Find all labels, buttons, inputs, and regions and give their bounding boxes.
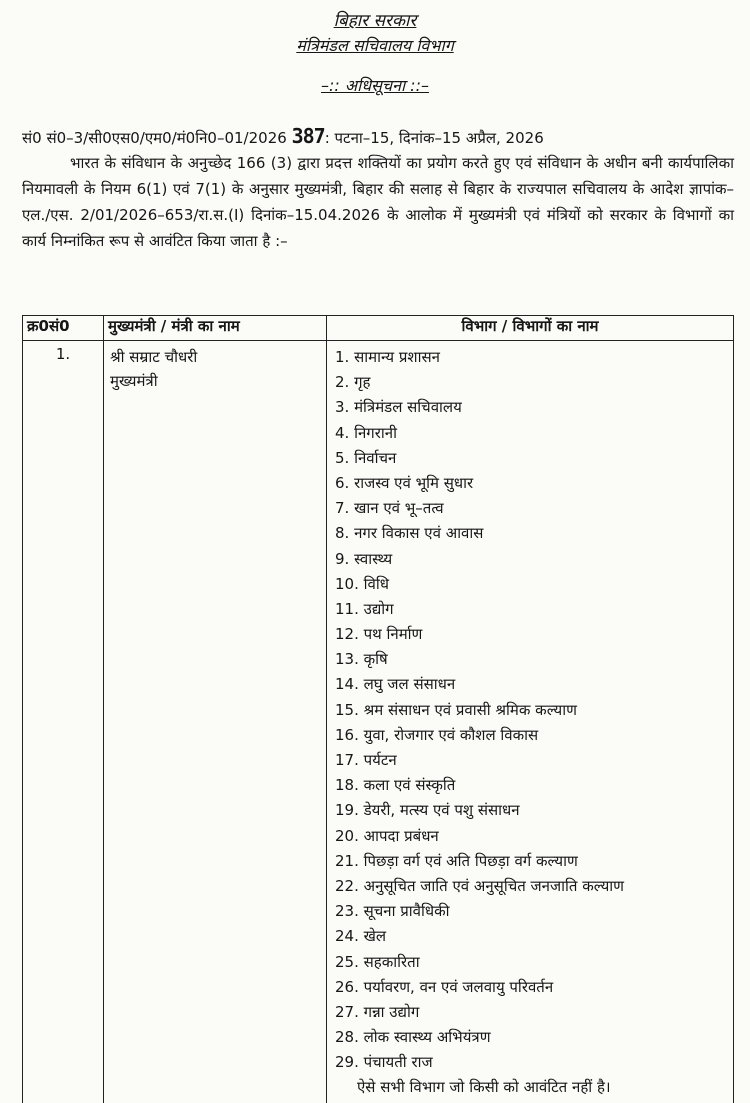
list-item: 15. श्रम संसाधन एवं प्रवासी श्रमिक कल्याण	[335, 698, 725, 723]
department-title: मंत्रिमंडल सचिवालय विभाग	[0, 34, 750, 56]
notification-heading: –:: अधिसूचना ::–	[0, 74, 750, 96]
list-item: 11. उद्योग	[335, 597, 725, 622]
serial-cell: 1.	[23, 341, 104, 1103]
list-item: 17. पर्यटन	[335, 748, 725, 773]
minister-name: श्री सम्राट चौधरी	[110, 345, 320, 369]
handwritten-number: 387	[292, 124, 325, 148]
government-title: बिहार सरकार	[0, 8, 750, 31]
list-item: 20. आपदा प्रबंधन	[335, 824, 725, 849]
list-item: 18. कला एवं संस्कृति	[335, 773, 725, 798]
list-item: 1. सामान्य प्रशासन	[335, 345, 725, 370]
notification-paragraph: भारत के संविधान के अनुच्छेद 166 (3) द्वारा प्रदत्त शक्तियों का प्रयोग करते हुए एवं संविधान के अधीन बनी कार्यपालिका नियमावली के नियम 6(1) एवं 7(1) के अनुसार मुख्यमंत्री, बिहार की सलाह से बिहार के राज्यपाल सचिवालय के आदेश ज्ञापांक–एल./एस. 2/01/2026–653/रा.स.(I) दिनांक–15.04.2026 के आलोक में मुख्यमंत्री एवं मंत्रियों को सरकार के विभागों का कार्य निम्नांकित रूप से आवंटित किया जाता है :–	[22, 150, 734, 254]
header-serial: क्र0सं0	[23, 316, 104, 341]
unallocated-note: ऐसे सभी विभाग जो किसी को आवंटित नहीं है।	[335, 1075, 725, 1099]
department-list	[335, 345, 725, 1075]
list-item: 8. नगर विकास एवं आवास	[335, 521, 725, 546]
list-item: 14. लघु जल संसाधन	[335, 672, 725, 697]
name-cell	[104, 341, 327, 1103]
list-item: 6. राजस्व एवं भूमि सुधार	[335, 471, 725, 496]
list-item: 12. पथ निर्माण	[335, 622, 725, 647]
list-item: 10. विधि	[335, 572, 725, 597]
list-item: 22. अनुसूचित जाति एवं अनुसूचित जनजाति कल्याण	[335, 874, 725, 899]
table-row	[23, 341, 734, 1103]
list-item: 5. निर्वाचन	[335, 446, 725, 471]
list-item: 19. डेयरी, मत्स्य एवं पशु संसाधन	[335, 798, 725, 823]
reference-line	[22, 124, 734, 148]
list-item: 24. खेल	[335, 924, 725, 949]
list-item: 13. कृषि	[335, 647, 725, 672]
list-item: 27. गन्ना उद्योग	[335, 1000, 725, 1025]
list-item: 9. स्वास्थ्य	[335, 547, 725, 572]
list-item: 26. पर्यावरण, वन एवं जलवायु परिवर्तन	[335, 975, 725, 1000]
list-item: 3. मंत्रिमंडल सचिवालय	[335, 395, 725, 420]
reference-number: सं0 सं0–3/सी0एस0/एम0/मं0नि0–01/2026	[22, 129, 287, 147]
list-item: 16. युवा, रोजगार एवं कौशल विकास	[335, 723, 725, 748]
place-date: : पटना–15, दिनांक–15 अप्रैल, 2026	[325, 129, 544, 147]
list-item: 29. पंचायती राज	[335, 1050, 725, 1075]
table-header-row	[23, 316, 734, 341]
list-item: 23. सूचना प्रावैधिकी	[335, 899, 725, 924]
list-item: 25. सहकारिता	[335, 950, 725, 975]
header-name: मुख्यमंत्री / मंत्री का नाम	[104, 316, 327, 341]
list-item: 4. निगरानी	[335, 421, 725, 446]
list-item: 21. पिछड़ा वर्ग एवं अति पिछड़ा वर्ग कल्याण	[335, 849, 725, 874]
list-item: 2. गृह	[335, 370, 725, 395]
minister-designation: मुख्यमंत्री	[110, 369, 320, 393]
header-departments: विभाग / विभागों का नाम	[327, 316, 734, 341]
list-item: 7. खान एवं भू–तत्व	[335, 496, 725, 521]
departments-cell	[327, 341, 734, 1103]
list-item: 28. लोक स्वास्थ्य अभियंत्रण	[335, 1025, 725, 1050]
allocation-table	[22, 315, 734, 1103]
